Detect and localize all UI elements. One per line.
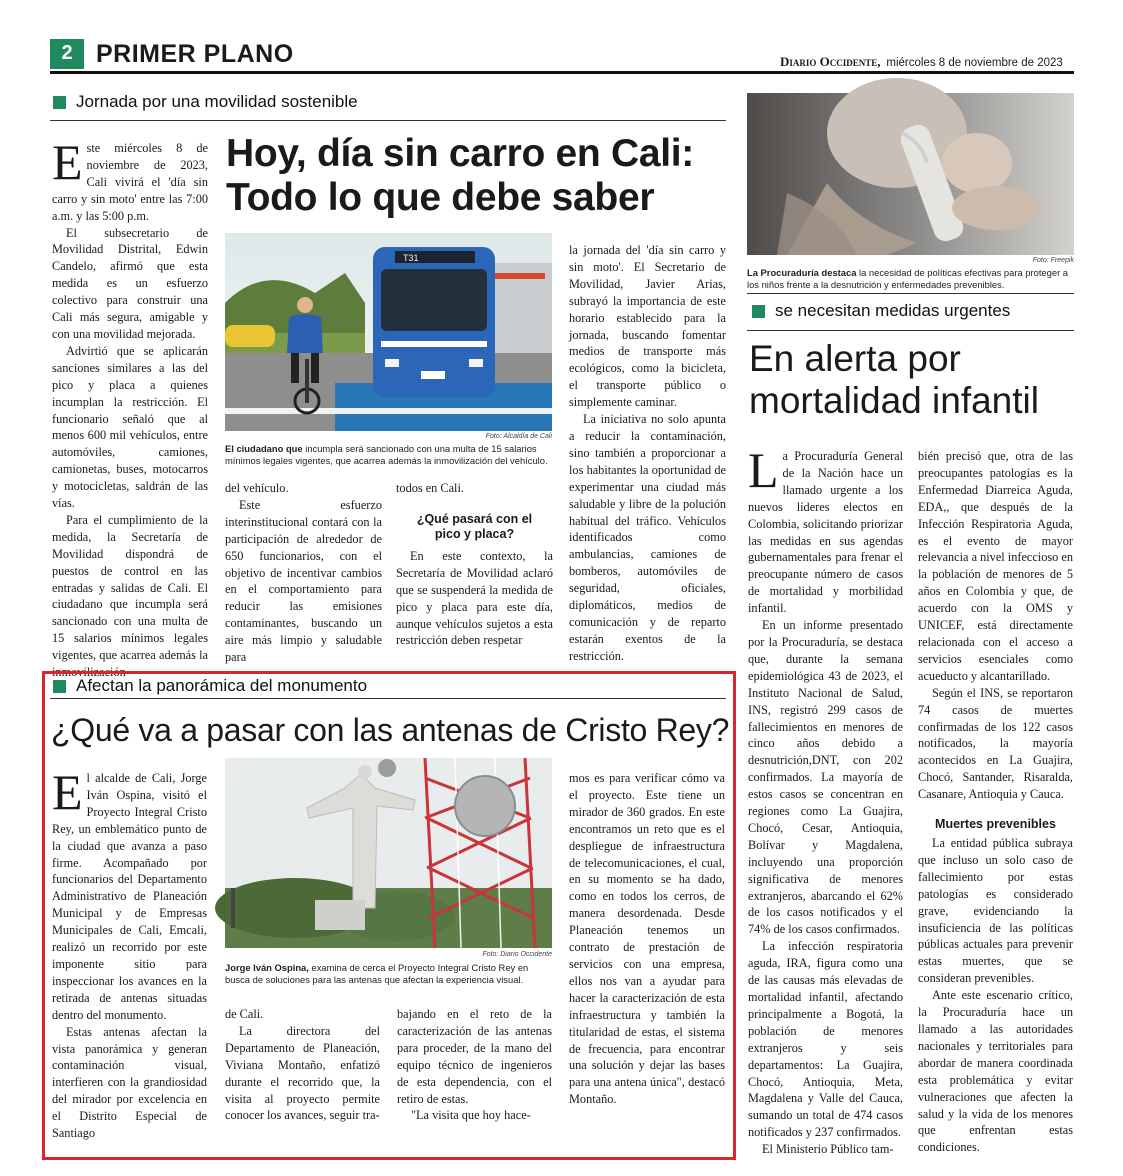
article1-subhead: ¿Qué pasará con el pico y placa? bbox=[416, 511, 533, 541]
caption-text: examina de cerca el Proyecto Integral Cristo Rey en busca de soluciones para las antenas que afectan la experiencia visual. bbox=[225, 962, 529, 985]
article1-col2 bbox=[225, 480, 382, 666]
article2-headline: En alerta por mortalidad infantil bbox=[749, 338, 1039, 421]
cristo-rey-photo bbox=[225, 758, 552, 948]
article1-col3 bbox=[396, 480, 553, 649]
paragraph: La directora del Departamento de Planeación, Viviana Montaño, enfatizó durante el recorrido que, la visita al proyecto permite conocer los avances, seguir tra- bbox=[225, 1023, 380, 1123]
paragraph: El subsecretario de Movilidad Distrital, Edwin Candelo, afirmó que esta medida es un esfuerzo colectivo para construir una Cali más segura, amigable y con una movilidad mejorada. bbox=[52, 225, 208, 341]
page-number-badge bbox=[50, 39, 84, 69]
caption-bold: La Procuraduría destaca bbox=[747, 267, 857, 278]
article3-col4 bbox=[569, 770, 725, 1108]
article2-caption bbox=[747, 267, 1075, 291]
article1-kicker bbox=[53, 92, 358, 112]
kicker-text: Afectan la panorámica del monumento bbox=[76, 676, 368, 695]
article3-photo-credit: Foto: Diario Occidente bbox=[482, 951, 552, 958]
kicker-text: Jornada por una movilidad sostenible bbox=[76, 92, 358, 111]
paragraph: En un informe presentado por la Procuraduría, se destaca que, durante la semana epidemiológica 43 de 2023, el Instituto Nacional de Salud, INS, registró 299 casos de fallecimientos en menores de cinco años debido a desnutrición,DNT, con 202 confirmados. La mayoría de estos casos se concentran en regiones como La Guajira, Chocó, Cesar, Antioquia, Bolívar y Magdalena, incluyendo una proporción significativa de menores extranjeros, abarcando el 62% de los casos notificados y el 74% de los casos confirmados. bbox=[748, 618, 903, 937]
paragraph: En este contexto, la Secretaría de Movilidad aclaró que se suspenderá la medida de pico y placa para este día, aunque vehículos sujetos a esta restricción deben respetar bbox=[396, 548, 553, 648]
paragraph: del vehículo. bbox=[225, 481, 289, 495]
article1-rule bbox=[50, 120, 726, 121]
article2-col1 bbox=[748, 442, 903, 1158]
article1-col4 bbox=[569, 242, 726, 665]
article3-col3 bbox=[397, 1006, 552, 1124]
article2-photo-credit: Foto: Freepik bbox=[1032, 257, 1074, 264]
paragraph: Advirtió que se aplicarán sanciones similares a las del pico y placa a quienes incumplan la restricción. El funcionario señaló que al menos 600 mil vehículos, entre automóviles, camiones, camionetas, buses, motocarros y motocicletas, saldrán de las vías. bbox=[52, 343, 208, 511]
paragraph: de Cali. bbox=[225, 1007, 264, 1021]
article3-col1 bbox=[52, 764, 207, 1142]
masthead bbox=[780, 54, 1063, 70]
caption-text: incumpla será sancionado con una multa de 15 salarios mínimos legales vigentes, que acarrea además la inmovilización del vehículo. bbox=[225, 443, 548, 466]
paragraph: La iniciativa no solo apunta a reducir la contaminación, sino también a proporcionar a los habitantes la oportunidad de experimentar una ciudad más saludable y libre de la polución habitual del tráfico. Vehículos identificados como ambulancias, camiones de bomberos, automóviles de seguridad, oficiales, diplomáticos, medios de comunicación y de reparto estarán exentos de la restricción. bbox=[569, 412, 726, 663]
caption-text: la necesidad de políticas efectivas para proteger a los niños frente a la desnutrición y enfermedades prevenibles. bbox=[747, 267, 1069, 290]
paragraph: a Procuraduría General de la Nación hace un llamado urgente a los nuevos líderes electos en Colombia, solicitando priorizar las medidas en sus agendas gubernamentales para frenar el preocupante número de casos de mortalidad y morbilidad infantil. bbox=[748, 449, 903, 616]
paragraph: "La visita que hoy hace- bbox=[411, 1108, 531, 1123]
paragraph: bajando en el reto de la caracterización de las antenas para proceder, de la mano del equipo técnico de ingenieros de esta dependencia, con el retiro de estas. bbox=[397, 1007, 552, 1106]
article1-headline: Hoy, día sin carro en Cali: Todo lo que debe saber bbox=[226, 132, 694, 219]
paragraph: La entidad pública subraya que incluso un solo caso de fallecimiento por estas patologías es considerado grave, evidenciando la insuficiencia de las políticas públicas actuales para prevenir estas muertes, que se consideran prevenibles. bbox=[918, 836, 1073, 986]
bus-route-sign: T31 bbox=[403, 253, 419, 263]
article3-caption bbox=[225, 962, 553, 986]
article3-headline: ¿Qué va a pasar con las antenas de Cristo Rey? bbox=[51, 712, 730, 748]
paragraph: Estas antenas afectan la vista panorámica y generan contaminación visual, interfieren con la grandiosidad del mirador por excelencia en el Distrito Especial de Santiago bbox=[52, 1024, 207, 1141]
paragraph: Para el cumplimiento de la medida, la Secretaría de Movilidad dispondrá de puestos de control en las entradas y salidas de Cali. El ciudadano que incumpla será sancionado con una multa de 15 salarios mínimos legales vigentes, que acarrea además la inmovilización bbox=[52, 512, 208, 680]
paragraph: mos es para verificar cómo va el proyecto. Este tiene un mirador de 360 grados. En este encontramos un reto que es el despliegue de infraestructura de telecomunicaciones, el cual, en su momento se ha dado, como en todos los cerros, de manera desordenada. Desde Planeación tenemos un contrato de prestación de servicios con una empresa, ellos nos van a ayudar para hacer la caracterización de esta infraestructura y también la titularidad de estas, el sistema de frecuencia, para encontrar una solución y dejar las bases para una antena única", destacó Montaño. bbox=[569, 771, 725, 1107]
dropcap: L bbox=[748, 442, 779, 498]
child-photo bbox=[747, 93, 1074, 255]
article2-subhead: Muertes prevenibles bbox=[935, 817, 1056, 832]
kicker-square-icon bbox=[53, 680, 66, 693]
paragraph: todos en Cali. bbox=[396, 481, 464, 495]
kicker-text: se necesitan medidas urgentes bbox=[775, 301, 1011, 320]
article2-col2 bbox=[918, 448, 1073, 1156]
issue-date: miércoles 8 de noviembre de 2023 bbox=[886, 57, 1063, 69]
section-title: PRIMER PLANO bbox=[96, 40, 294, 68]
caption-bold: El ciudadano que bbox=[225, 443, 303, 454]
article1-photo-credit: Foto: Alcaldía de Cali bbox=[485, 433, 552, 440]
article3-col2 bbox=[225, 1006, 380, 1124]
paragraph: Este esfuerzo interinstitucional contará con la participación de alrededor de 650 funcionarios, con el objetivo de incentivar cambios en el comportamiento para reducir las emisiones contaminantes, buscando un aire más limpio y saludable para bbox=[225, 497, 382, 665]
caption-bold: Jorge Iván Ospina, bbox=[225, 962, 309, 973]
page-number: 2 bbox=[61, 42, 73, 64]
article1-col1 bbox=[52, 134, 208, 680]
dropcap: E bbox=[52, 134, 83, 190]
article2-kicker bbox=[752, 301, 1010, 321]
article3-kicker bbox=[53, 676, 367, 696]
article3-rule bbox=[50, 698, 726, 699]
dropcap: E bbox=[52, 764, 83, 820]
paragraph: El Ministerio Público tam- bbox=[762, 1142, 894, 1157]
newspaper-name: Diario Occidente, bbox=[780, 54, 881, 69]
paragraph: ste miércoles 8 de noviembre de 2023, Cali vivirá el 'día sin carro y sin moto' entre las 7:00 a.m. y las 5:00 p.m. bbox=[52, 141, 208, 223]
paragraph: l alcalde de Cali, Jorge Iván Ospina, visitó el Proyecto Integral Cristo Rey, un emblemático punto de la ciudad que avanza a paso firme. Acompañado por funcionarios del Departamento Administrativo de Planeación Municipal y de Empresas Municipales de Cali, Emcali, realizó un recorrido por este imponente sitio para inspeccionar los avances en la retirada de antenas situadas dentro del monumento. bbox=[52, 771, 207, 1022]
header-rule bbox=[50, 71, 1074, 74]
article2-rule bbox=[747, 330, 1074, 331]
paragraph: Ante este escenario crítico, la Procuraduría hace un llamado a las autoridades nacionales y territoriales para abordar de manera coordinada esta problemática y evitar vulneraciones que afecten la salud y la vida de los menores que enfrentan estas condiciones. bbox=[918, 988, 1073, 1155]
paragraph: bién precisó que, otra de las preocupantes patologías es la Enfermedad Diarreica Aguda, EDA,, que después de la Infección Respiratoria Aguda, es el evento de mayor relevancia a nivel infeccioso en la población de menores de 5 años en Colombia y que, de acuerdo con la OMS y UNICEF, está directamente relacionada con el acceso a servicios esenciales como acueducto y alcantarillado. bbox=[918, 449, 1073, 683]
kicker-square-icon bbox=[752, 305, 765, 318]
article2-caption-rule bbox=[747, 293, 1074, 294]
paragraph: Según el INS, se reportaron 74 casos de muertes confirmadas de los 122 casos notificados, la mayoría acontecidos en La Guajira, Chocó, Santander, Risaralda, Casanare, Antioquia y Cauca. bbox=[918, 685, 1073, 802]
bus-photo bbox=[225, 233, 552, 431]
paragraph: la jornada del 'día sin carro y sin moto'. El Secretario de Movilidad, Javier Arias, subrayó la importancia de este horario establecido para la jornada, buscando fomentar medios de transporte más ecológicos, como la bicicleta, el transporte público o simplemente caminar. bbox=[569, 243, 726, 410]
article1-caption bbox=[225, 443, 553, 467]
paragraph: La infección respiratoria aguda, IRA, figura como una de las causas más elevadas de mortalidad infantil, afectando principalmente a Bogotá, la población de menores extranjeros y seis departamentos: La Guajira, Chocó, Antioquia, Meta, Magdalena y Valle del Cauca, sumando un total de 474 casos notificados y 237 confirmados. bbox=[748, 939, 903, 1140]
kicker-square-icon bbox=[53, 96, 66, 109]
